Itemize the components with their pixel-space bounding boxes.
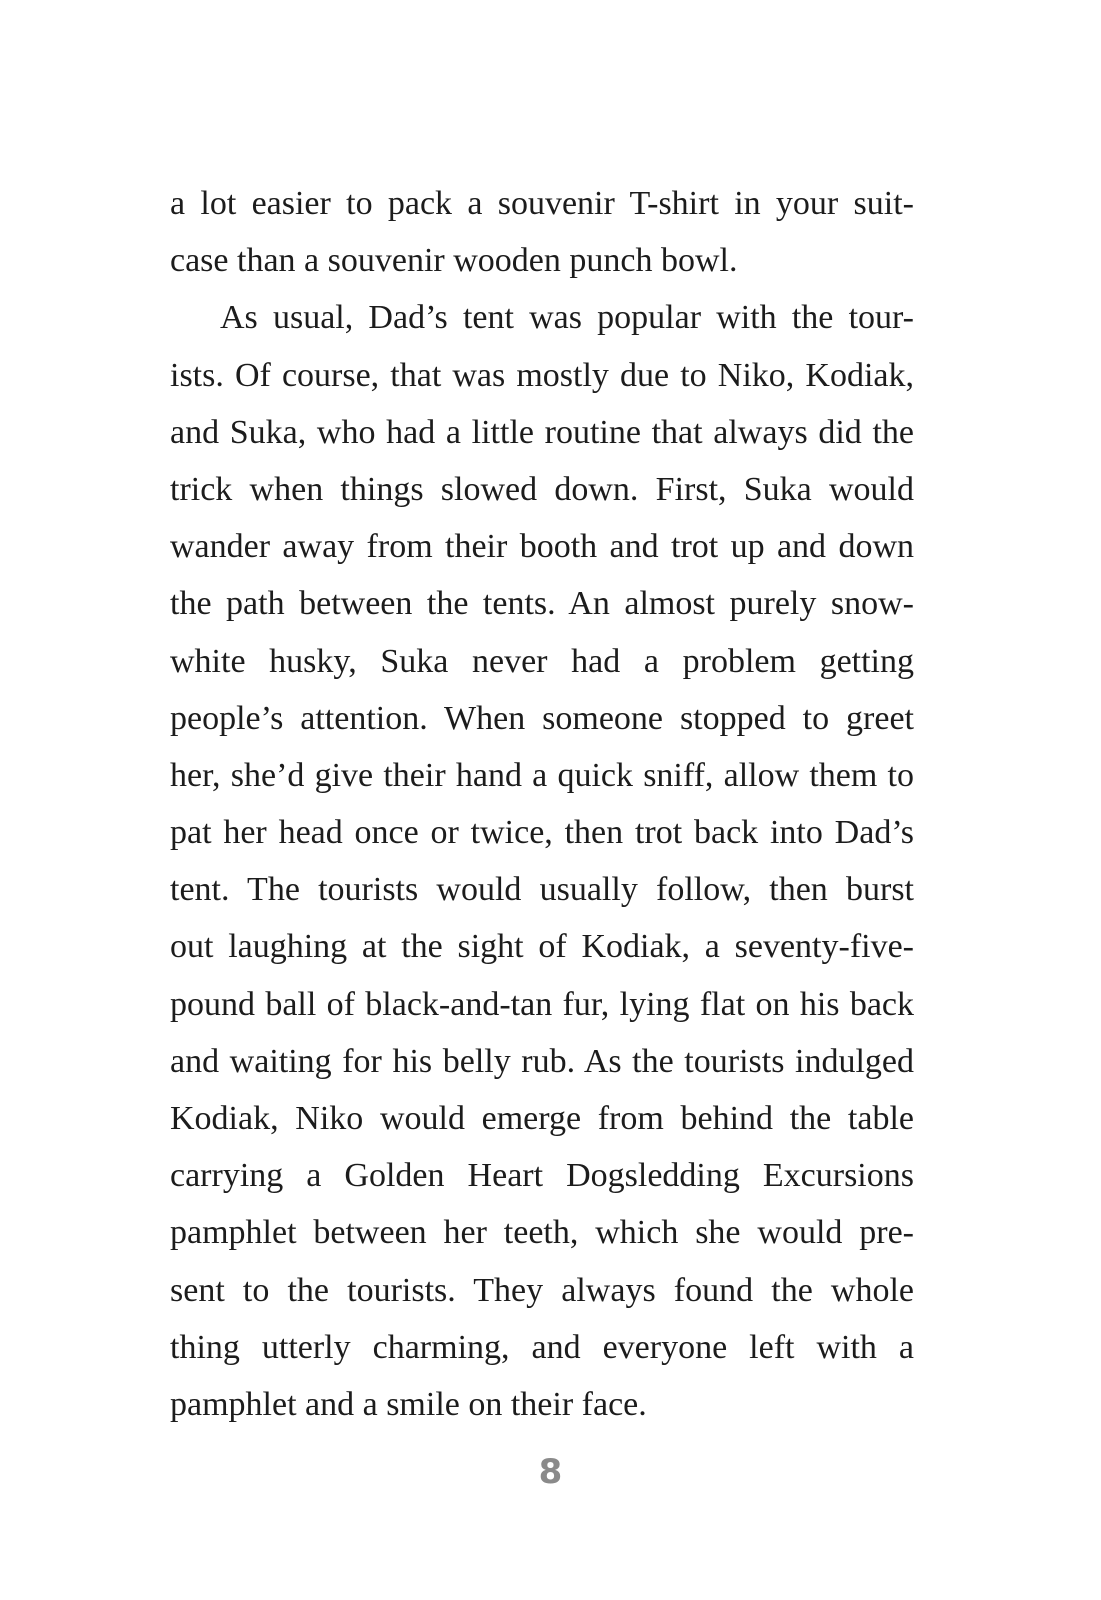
text-line: sent to the tourists. They always found the whole <box>170 1271 914 1309</box>
text-line: As usual, Dad’s tent was popular with the tour- <box>220 299 914 337</box>
page-number: 8 <box>538 1452 563 1492</box>
text-line: ists. Of course, that was mostly due to Niko, Kodiak, <box>170 356 914 394</box>
text-line: carrying a Golden Heart Dogsledding Excursions <box>170 1157 914 1195</box>
text-line: pamphlet between her teeth, which she would pre- <box>170 1214 914 1252</box>
text-line: and waiting for his belly rub. As the tourists indulged <box>170 1042 914 1080</box>
body-text <box>170 175 914 1433</box>
text-line: a lot easier to pack a souvenir T-shirt in your suit- <box>170 185 914 222</box>
text-line: Kodiak, Niko would emerge from behind the table <box>170 1100 914 1137</box>
text-line: tent. The tourists would usually follow, then burst <box>170 871 914 909</box>
text-line: the path between the tents. An almost purely snow- <box>170 585 914 623</box>
text-line: people’s attention. When someone stopped to greet <box>170 699 914 737</box>
text-line: white husky, Suka never had a problem getting <box>170 642 914 680</box>
text-line: her, she’d give their hand a quick sniff, allow them to <box>170 756 914 794</box>
text-line: wander away from their booth and trot up and down <box>170 528 914 566</box>
text-line: thing utterly charming, and everyone left with a <box>170 1328 914 1366</box>
text-line: out laughing at the sight of Kodiak, a seventy-five- <box>170 928 914 966</box>
text-line: trick when things slowed down. First, Suka would <box>170 470 914 508</box>
text-line: pamphlet and a smile on their face. <box>170 1385 647 1423</box>
text-line: and Suka, who had a little routine that always did the <box>170 413 914 451</box>
text-line: case than a souvenir wooden punch bowl. <box>170 242 738 280</box>
text-line: pound ball of black-and-tan fur, lying flat on his back <box>170 985 914 1023</box>
text-line: pat her head once or twice, then trot back into Dad’s <box>170 814 914 852</box>
